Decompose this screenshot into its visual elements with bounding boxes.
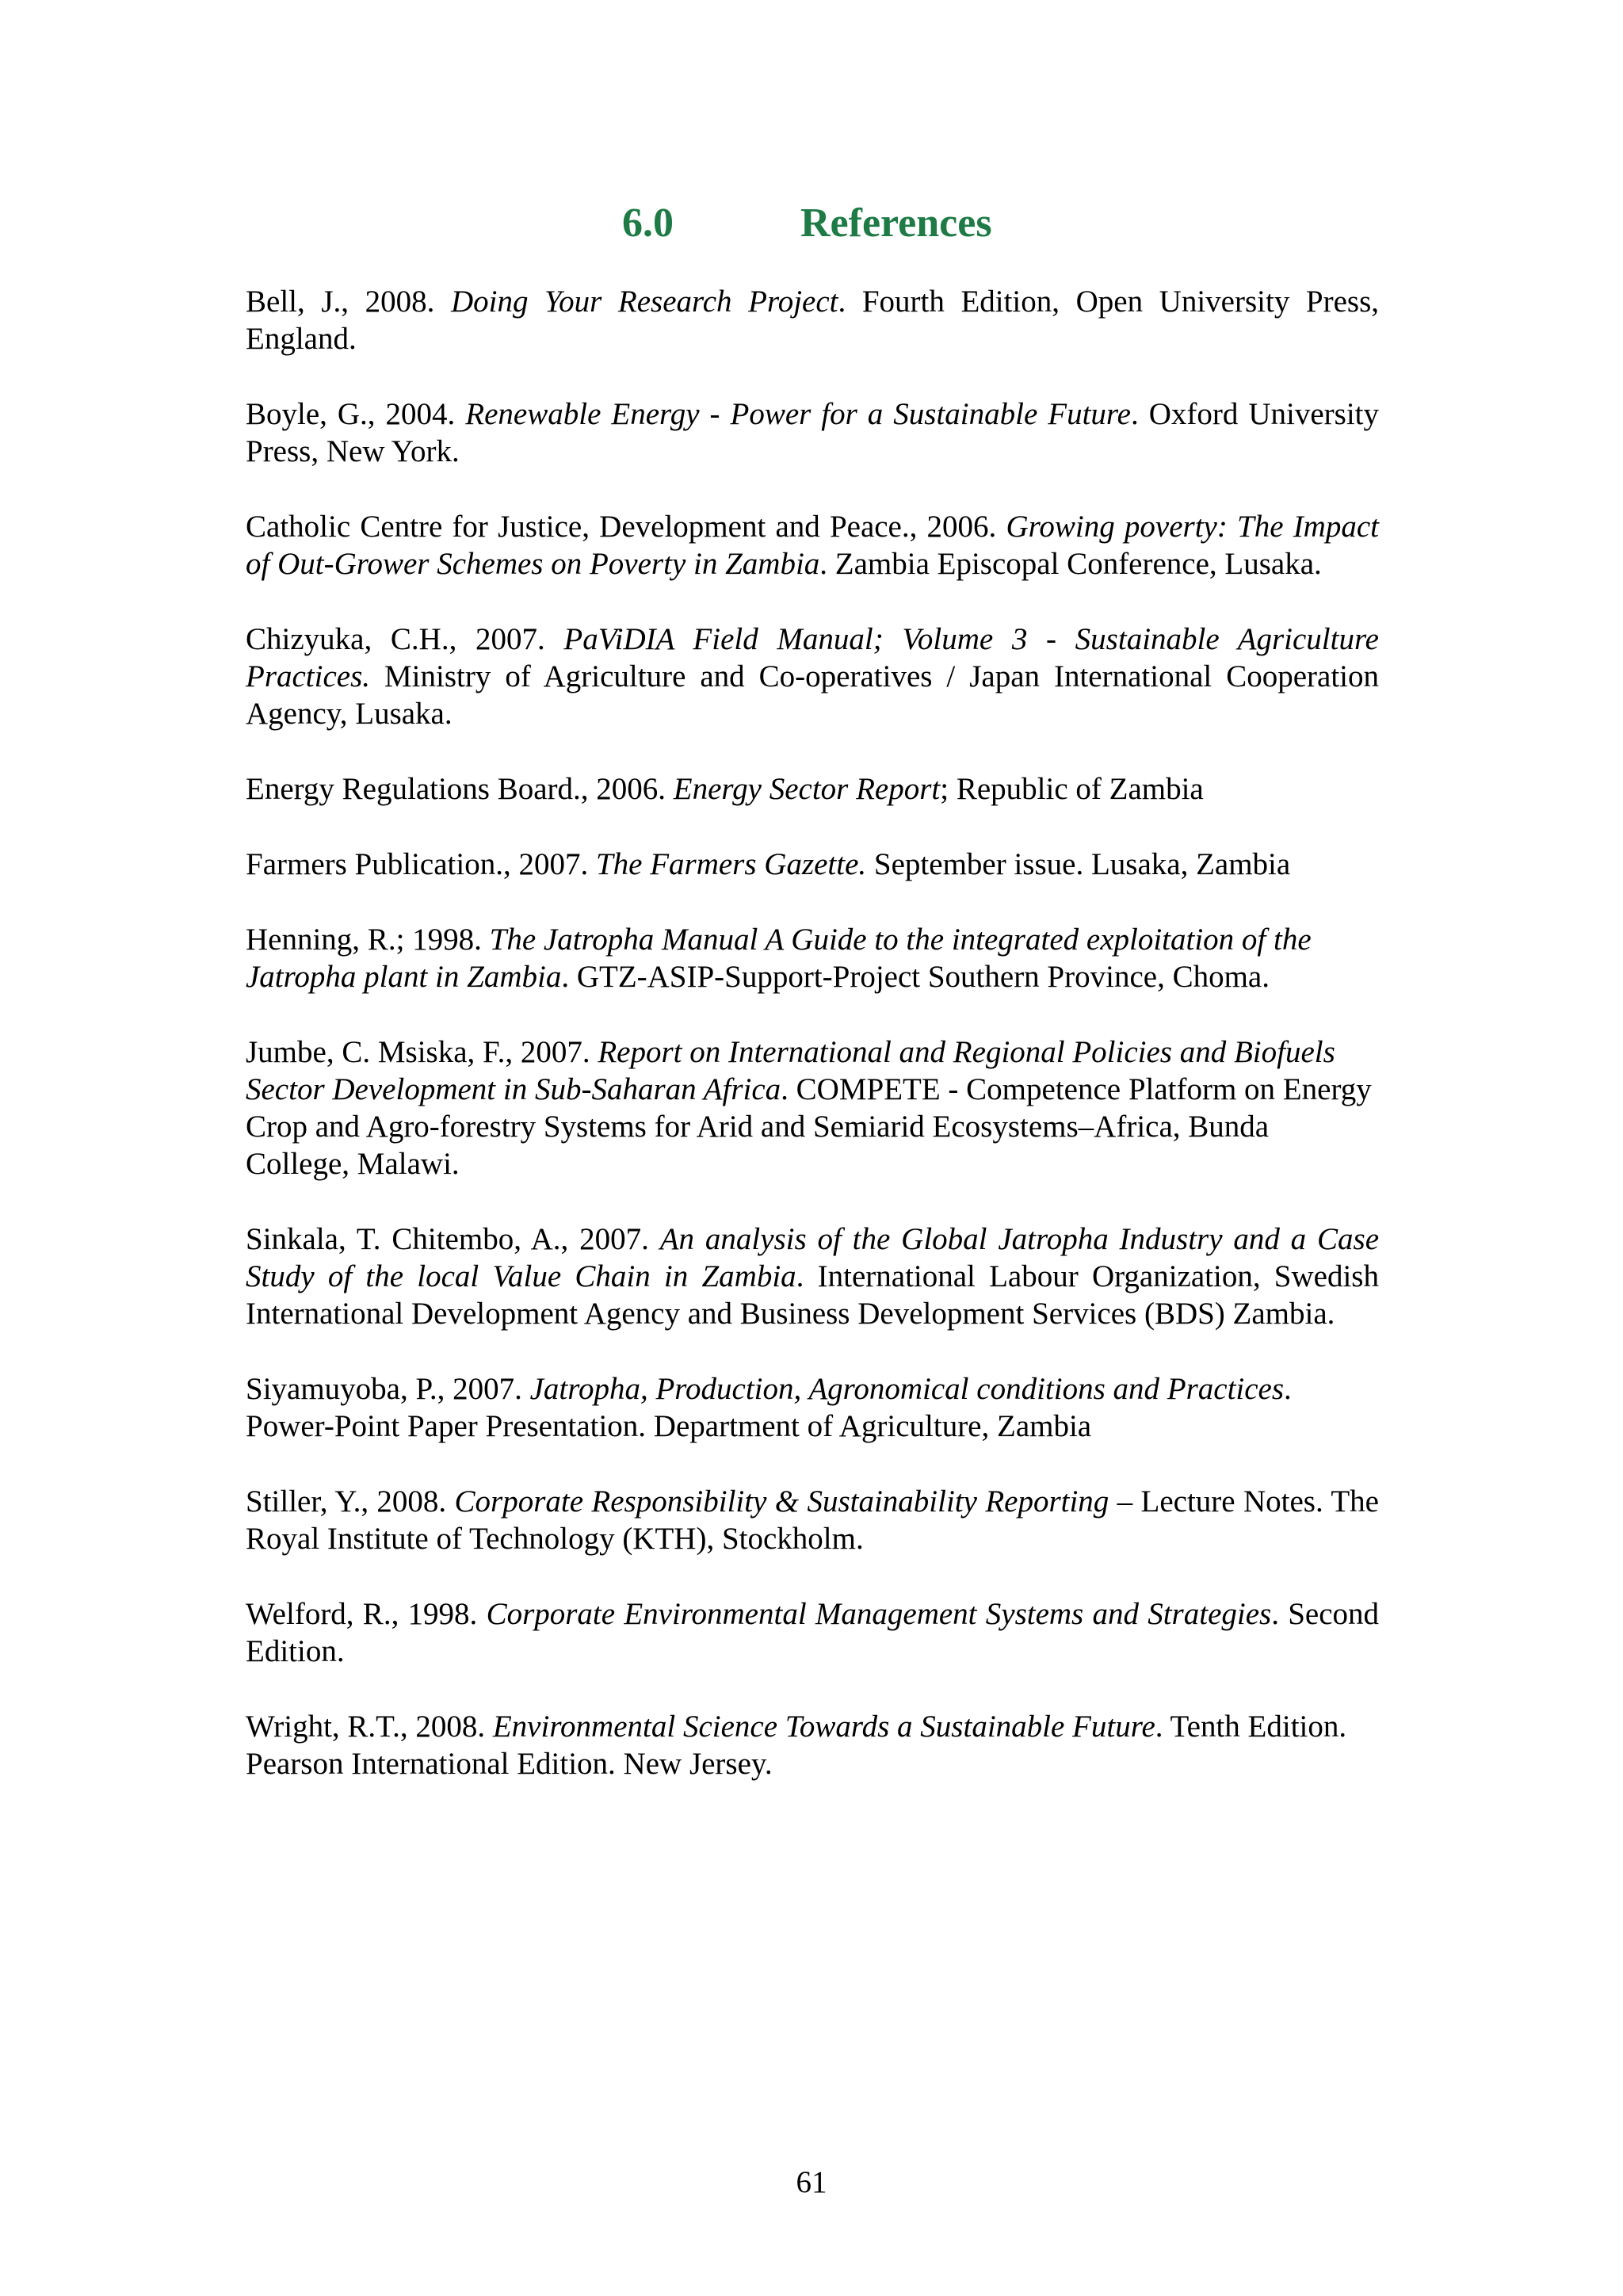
reference-author-year: Bell, J., 2008. (246, 285, 451, 319)
reference-publisher: . Zambia Episcopal Conference, Lusaka. (819, 547, 1322, 581)
reference-author-year: Henning, R.; 1998. (246, 923, 490, 957)
reference-item (246, 283, 1379, 357)
reference-title: Renewable Energy - Power for a Sustainable Future (465, 397, 1131, 431)
section-title: References (800, 201, 992, 246)
reference-author-year: Stiller, Y., 2008. (246, 1484, 455, 1519)
reference-publisher: ; Republic of Zambia (940, 772, 1204, 806)
reference-item (246, 770, 1379, 808)
reference-publisher: Ministry of Agriculture and Co-operatives / Japan International Cooperation Agency, Lusaka. (246, 659, 1379, 731)
page-number: 61 (796, 2165, 827, 2199)
reference-title: An analysis of the Global Jatropha Industry and a Case Study of the local Value Chain in Zambia (246, 1222, 1380, 1293)
reference-title: Energy Sector Report (673, 772, 941, 806)
reference-publisher: . GTZ-ASIP-Support-Project Southern Province, Choma. (561, 960, 1270, 994)
reference-author-year: Siyamuyoba, P., 2007. (246, 1372, 530, 1406)
reference-item (246, 1221, 1379, 1332)
reference-publisher: September issue. Lusaka, Zambia (866, 847, 1291, 881)
reference-title: Doing Your Research Project (450, 285, 838, 319)
reference-item (246, 508, 1379, 583)
reference-item (246, 1483, 1379, 1557)
reference-title: The Farmers Gazette. (595, 847, 867, 881)
reference-item (246, 1033, 1379, 1182)
reference-title: Corporate Environmental Management Systems and Strategies (486, 1597, 1272, 1631)
reference-title: PaViDIA Field Manual; Volume 3 - Sustainable Agriculture Practices. (246, 622, 1379, 693)
reference-publisher: . Oxford University Press, New York. (246, 397, 1379, 468)
section-heading (0, 196, 1623, 251)
reference-author-year: Boyle, G., 2004. (246, 397, 466, 431)
reference-item (246, 1370, 1379, 1445)
reference-publisher: . COMPETE - Competence Platform on Energy Crop and Agro-forestry Systems for Arid and Semiarid Ecosystems–Africa, Bunda College, Malawi. (246, 1072, 1372, 1181)
reference-title: Corporate Responsibility & Sustainability Reporting (454, 1484, 1109, 1519)
reference-title: Environmental Science Towards a Sustainable Future (492, 1710, 1155, 1744)
reference-author-year: Catholic Centre for Justice, Development and Peace., 2006. (246, 510, 1006, 544)
reference-publisher: . Tenth Edition. Pearson International Edition. New Jersey. (246, 1710, 1347, 1781)
reference-author-year: Jumbe, C. Msiska, F., 2007. (246, 1035, 598, 1069)
reference-title: The Jatropha Manual A Guide to the integrated exploitation of the Jatropha plant in Zambia (246, 923, 1312, 994)
reference-publisher: . Fourth Edition, Open University Press, England. (246, 285, 1379, 356)
reference-publisher: . Second Edition. (246, 1597, 1380, 1668)
reference-item (246, 846, 1379, 883)
reference-author-year: Wright, R.T., 2008. (246, 1710, 493, 1744)
reference-publisher: . International Labour Organization, Swedish International Development Agency and Business Development Services (BDS) Zambia. (246, 1259, 1379, 1331)
reference-item (246, 1595, 1379, 1670)
section-number: 6.0 (622, 201, 674, 246)
reference-item (246, 621, 1379, 732)
reference-author-year: Sinkala, T. Chitembo, A., 2007. (246, 1222, 660, 1256)
reference-title: Jatropha, Production, Agronomical conditions and Practices (529, 1372, 1285, 1406)
reference-publisher: . Power-Point Paper Presentation. Department of Agriculture, Zambia (246, 1372, 1292, 1443)
reference-publisher: – Lecture Notes. The Royal Institute of Technology (KTH), Stockholm. (246, 1484, 1379, 1556)
reference-author-year: Chizyuka, C.H., 2007. (246, 622, 564, 656)
reference-title: Growing poverty: The Impact of Out-Grower Schemes on Poverty in Zambia (246, 510, 1379, 581)
reference-author-year: Welford, R., 1998. (246, 1597, 487, 1631)
reference-author-year: Farmers Publication., 2007. (246, 847, 596, 881)
reference-author-year: Energy Regulations Board., 2006. (246, 772, 674, 806)
reference-list (246, 283, 1379, 1820)
reference-item (246, 921, 1379, 995)
reference-item (246, 1708, 1379, 1782)
reference-item (246, 395, 1379, 470)
reference-title: Report on International and Regional Policies and Biofuels Sector Development in Sub-Saharan Africa (246, 1035, 1335, 1106)
